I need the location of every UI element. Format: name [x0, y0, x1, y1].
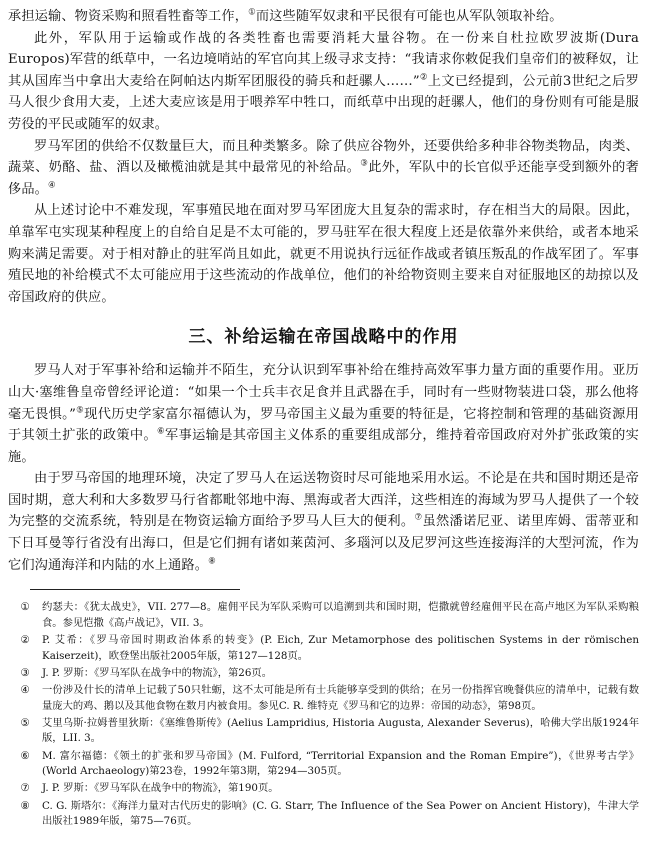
footnote-divider: [30, 589, 240, 590]
footnote: [8, 799, 639, 830]
paragraph-text: 军事运输是其帝国主义体系的重要组成部分，维持着帝国政府对外扩张政策的实施。: [8, 428, 639, 465]
footnote-reference[interactable]: ③: [360, 158, 369, 169]
footnote: [8, 633, 639, 664]
footnote-number: ⑦: [20, 782, 30, 795]
footnote-text: C. G. 斯塔尔：《海洋力量对古代历史的影响》(C. G. Starr, The Influence of the Sea Power on Ancient History)，牛津大学出版社1989年版，第75—76页。: [42, 799, 639, 828]
footnote-reference[interactable]: ④: [48, 180, 56, 191]
paragraph-text: 虽然潘诺尼亚、诺里库姆、雷蒂亚和下日耳曼等行省没有出海口，但是它们拥有诸如莱茵河、多瑙河以及尼罗河这些连接海洋的大型河流，作为它们沟通海洋和内陆的水上通路。: [8, 514, 639, 573]
footnote: [8, 666, 639, 682]
paragraph-text: 由于罗马帝国的地理环境，决定了罗马人在运送物资时尽可能地采用水运。不论是在共和国时期还是帝国时期，意大利和大多数罗马行省都毗邻地中海、黑海或者大西洋，这些相连的海域为罗马人提供了一个较为完整的交流系统，特别是在物资运输方面给予罗马人巨大的便利。: [8, 471, 639, 530]
footnote-number: ③: [20, 666, 30, 679]
footnote-number: ②: [20, 634, 30, 647]
footnote-text: P. 艾希：《罗马帝国时期政治体系的转变》(P. Eich, Zur Metamorphose des politischen Systems in der römischen Kaiserzeit)，欧登堡出版社2005年版，第127—128页。: [42, 634, 639, 662]
footnote: [8, 716, 639, 747]
body-text-bottom: [8, 360, 639, 576]
footnote-reference[interactable]: ⑦: [414, 513, 423, 524]
paragraph: [8, 6, 639, 28]
footnote-reference[interactable]: ②: [419, 72, 428, 83]
body-text-top: [8, 6, 639, 308]
footnote-text: M. 富尔福德：《领土的扩张和罗马帝国》(M. Fulford, “Territorial Expansion and the Roman Empire”)，《世界考古学》(World Archaeology)第23卷，1992年第3期，第294—305页。: [42, 749, 639, 778]
footnote-reference[interactable]: ⑥: [157, 426, 166, 437]
section-heading: 三、补给运输在帝国战略中的作用: [188, 327, 459, 348]
paragraph-text: 此外，军队中的长官似乎还能享受到额外的奢侈品。: [8, 160, 639, 197]
paragraph: [8, 136, 639, 201]
paragraph-text: 上文已经提到，公元前3世纪之后罗马人很少食用大麦，上述大麦应该是用于喂养军中牲口，而纸草中出现的赶骡人，他们的身份则有可能是服劳役的平民或随军的奴隶。: [8, 73, 639, 132]
footnote-number: ⑤: [20, 716, 30, 729]
paragraph: [8, 468, 639, 576]
footnote-reference[interactable]: ⑤: [75, 405, 85, 416]
paragraph-text: 承担运输、物资采购和照看牲畜等工作，: [8, 9, 249, 24]
footnote-text: 艾里乌斯·拉姆普里狄斯：《塞维鲁斯传》(Aelius Lampridius, Historia Augusta, Alexander Severus)，哈佛大学出版1924年版，LII. 3。: [42, 716, 639, 745]
footnote-reference[interactable]: ⑧: [208, 556, 216, 567]
paragraph: [8, 200, 639, 308]
footnote-text: 约瑟夫：《犹太战史》，VII. 277—8。雇佣平民为军队采购可以追溯到共和国时期，恺撒就曾经雇佣平民在高卢地区为军队采购粮食。参见恺撒《高卢战记》，VII. 3。: [42, 601, 639, 629]
footnote-number: ⑥: [20, 749, 30, 762]
footnote-number: ④: [20, 684, 30, 696]
footnote-reference[interactable]: ①: [248, 7, 256, 18]
footnote-text: 一份涉及什长的清单上记载了50只牡蛎，这不太可能是所有士兵能够享受到的供给；在另一份指挥官晚餐供应的清单中，记载有数量庞大的鸡、鹅以及其他食物在数月内被食用。参见C. R. 维特克《罗马和它的边界：帝国的动态》，第98页。: [42, 684, 639, 712]
footnote-list: [8, 600, 639, 829]
footnote-text: J. P. 罗斯：《罗马军队在战争中的物流》，第190页。: [42, 782, 279, 795]
footnote: [8, 683, 639, 714]
footnote: [8, 749, 639, 780]
paragraph-text: 现代历史学家富尔福德认为，罗马帝国主义最为重要的特征是，它将控制和管理的基础资源用于其领土扩张的政策中。: [8, 406, 639, 444]
footnote-number: ⑧: [20, 799, 30, 812]
paragraph-text: 此外，军队用于运输或作战的各类牲畜也需要消耗大量谷物。在一份来自杜拉欧罗波斯(Dura Europos)军营的纸草中，一名边境哨站的军官向其上级寻求支持：“我请求你敕促我们皇帝们的被释奴，让其从国库当中拿出大麦给在阿帕达内斯军团服役的骑兵和赶骡人……”: [8, 30, 639, 89]
paragraph-text: 从上述讨论中不难发现，军事殖民地在面对罗马军团庞大且复杂的需求时，存在相当大的局限。因此，单靠军屯实现某种程度上的自给自足是不太可能的，罗马驻军在很大程度上还是依靠外来供给，或者本地采购来满足需要。对于相对静止的驻军尚且如此，就更不用说执行远征作战或者镇压叛乱的作战军团了。军事殖民地的补给模式不太可能应用于这些流动的作战单位，他们的补给物资则主要来自对征服地区的劫掠以及帝国政府的供应。: [8, 203, 639, 305]
footnote: [8, 600, 639, 631]
paragraph-text: 而这些随军奴隶和平民很有可能也从军队领取补给。: [255, 9, 563, 24]
paragraph: [8, 360, 639, 468]
footnote: [8, 781, 639, 797]
paragraph-text: 罗马人对于军事补给和运输并不陌生，充分认识到军事补给在维持高效军事力量方面的重要作用。亚历山大·塞维鲁皇帝曾经评论道：“如果一个士兵丰衣足食并且武器在手，同时有一些财物装进口袋，那么他将毫无畏惧。”: [8, 363, 639, 422]
footnote-number: ①: [20, 601, 30, 614]
paragraph-text: 罗马军团的供给不仅数量巨大，而且种类繁多。除了供应谷物外，还要供给多种非谷物类物品，肉类、蔬菜、奶酪、盐、酒以及橄榄油就是其中最常见的补给品。: [8, 138, 639, 176]
footnote-text: J. P. 罗斯：《罗马军队在战争中的物流》，第26页。: [42, 666, 273, 679]
paragraph: [8, 28, 639, 136]
